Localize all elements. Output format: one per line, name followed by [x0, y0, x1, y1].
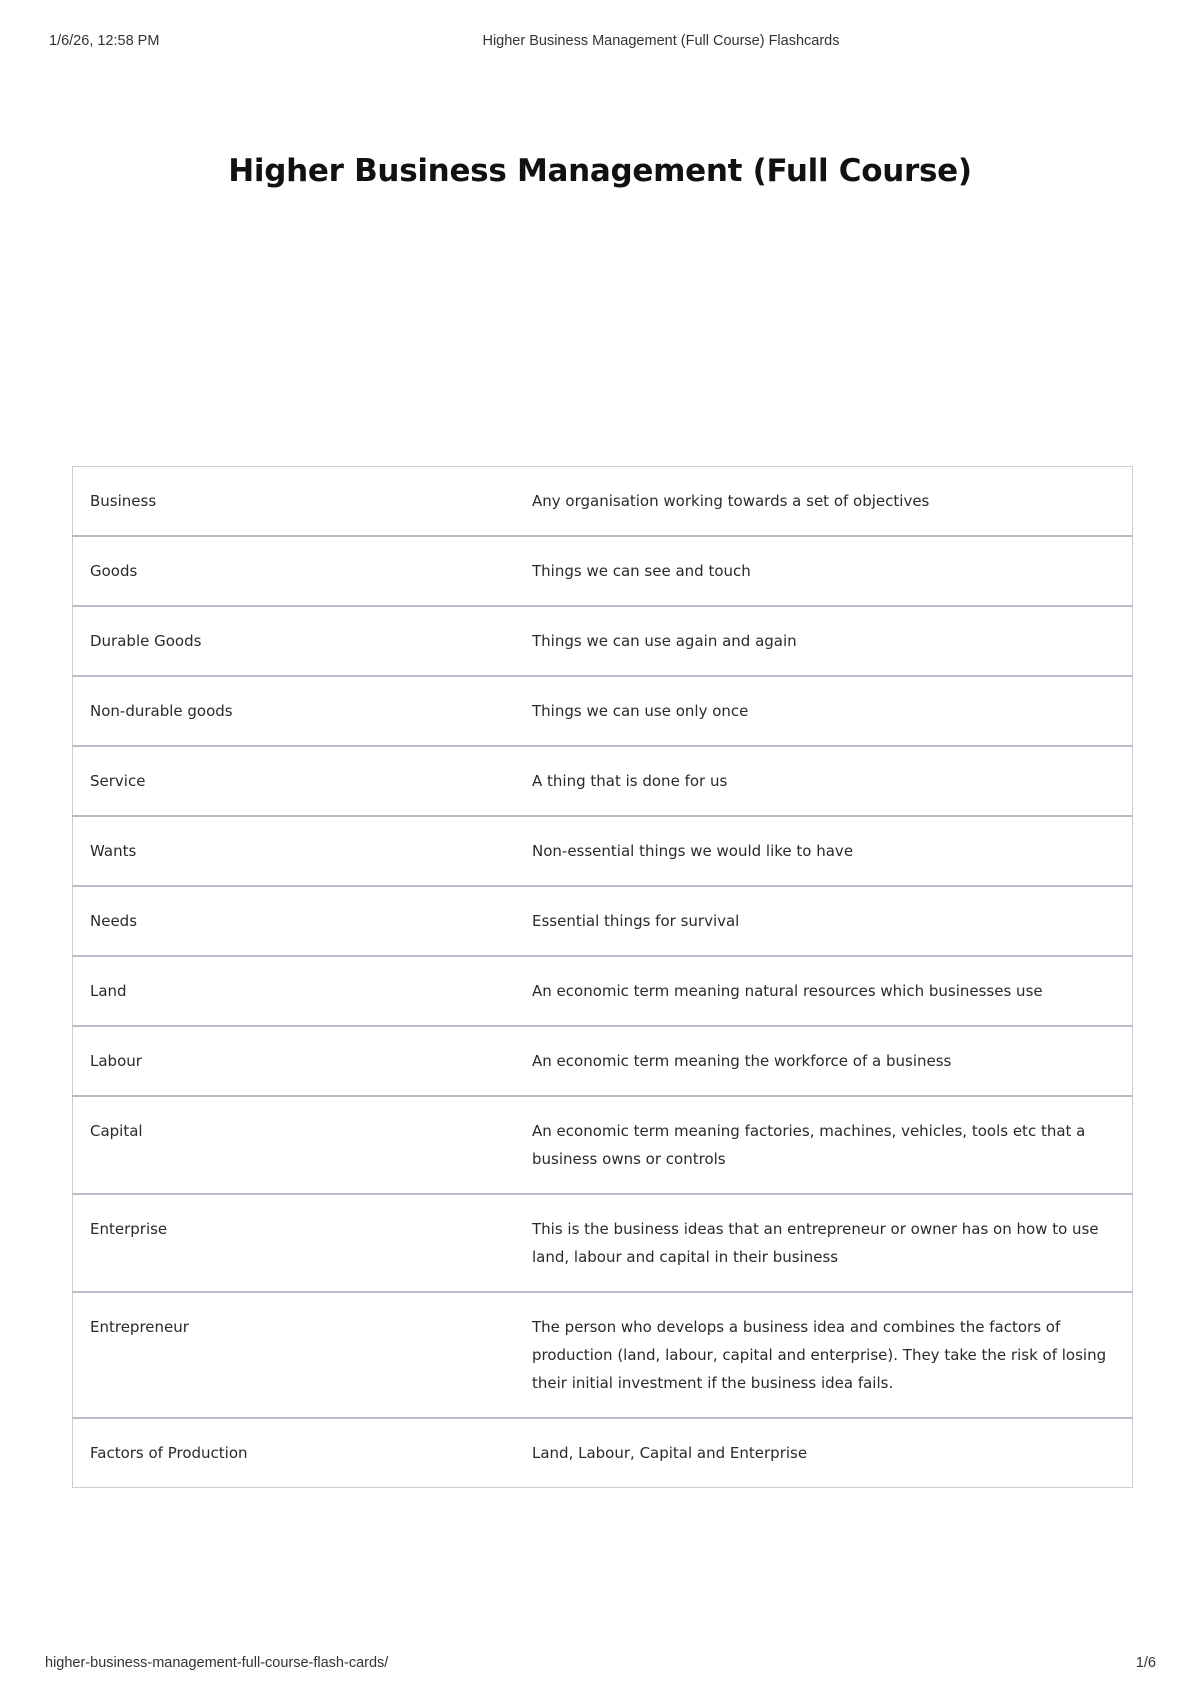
flashcard-term: Goods: [73, 536, 516, 606]
flashcard-row: [73, 606, 1133, 676]
flashcards-table-body: [73, 467, 1133, 1488]
flashcard-term: Durable Goods: [73, 606, 516, 676]
flashcard-definition: The person who develops a business idea and combines the factors of production (land, labour, capital and enterprise). They take the risk of losing their initial investment if the business idea fails.: [515, 1292, 1133, 1418]
print-document-title: Higher Business Management (Full Course) Flashcards: [482, 33, 840, 49]
page-title: Higher Business Management (Full Course): [228, 153, 972, 189]
flashcard-term: Factors of Production: [73, 1418, 516, 1488]
flashcard-row: [73, 467, 1133, 537]
flashcard-row: [73, 956, 1133, 1026]
flashcards-table: [72, 466, 1133, 1488]
flashcard-term: Needs: [73, 886, 516, 956]
flashcard-definition: An economic term meaning factories, machines, vehicles, tools etc that a business owns or controls: [515, 1096, 1133, 1194]
flashcard-row: [73, 1026, 1133, 1096]
flashcard-row: [73, 1194, 1133, 1292]
flashcard-term: Business: [90, 492, 157, 510]
flashcard-term: Non-durable goods: [73, 676, 516, 746]
flashcard-definition: Non-essential things we would like to have: [515, 816, 1133, 886]
flashcard-definition: Things we can use only once: [515, 676, 1133, 746]
print-header: [0, 33, 1200, 53]
flashcard-row: [73, 816, 1133, 886]
flashcard-term: Enterprise: [73, 1194, 516, 1292]
flashcard-term: Service: [73, 746, 516, 816]
flashcard-definition: Land, Labour, Capital and Enterprise: [515, 1418, 1133, 1488]
flashcard-term: Entrepreneur: [73, 1292, 516, 1418]
page-number: 1/6: [1135, 1655, 1156, 1671]
flashcard-definition: Things we can use again and again: [515, 606, 1133, 676]
flashcard-definition: This is the business ideas that an entrepreneur or owner has on how to use land, labour and capital in their business: [515, 1194, 1133, 1292]
flashcard-term: Labour: [73, 1026, 516, 1096]
flashcard-row: [73, 1096, 1133, 1194]
flashcard-definition: Things we can see and touch: [515, 536, 1133, 606]
page-url: higher-business-management-full-course-flash-cards/: [45, 1655, 389, 1671]
print-datetime: 1/6/26, 12:58 PM: [49, 33, 160, 49]
flashcard-row: [73, 1292, 1133, 1418]
flashcard-definition: A thing that is done for us: [515, 746, 1133, 816]
flashcard-term: Capital: [73, 1096, 516, 1194]
flashcard-definition: Essential things for survival: [515, 886, 1133, 956]
flashcard-definition: An economic term meaning natural resources which businesses use: [515, 956, 1133, 1026]
print-footer: [0, 1655, 1200, 1675]
flashcard-row: [73, 886, 1133, 956]
flashcard-definition: An economic term meaning the workforce of a business: [515, 1026, 1133, 1096]
flashcard-row: [73, 536, 1133, 606]
flashcard-row: [73, 1418, 1133, 1488]
flashcard-row: [73, 676, 1133, 746]
flashcard-term: Wants: [73, 816, 516, 886]
flashcard-definition: Any organisation working towards a set of objectives: [532, 492, 930, 510]
flashcard-row: [73, 746, 1133, 816]
flashcard-term: Land: [73, 956, 516, 1026]
